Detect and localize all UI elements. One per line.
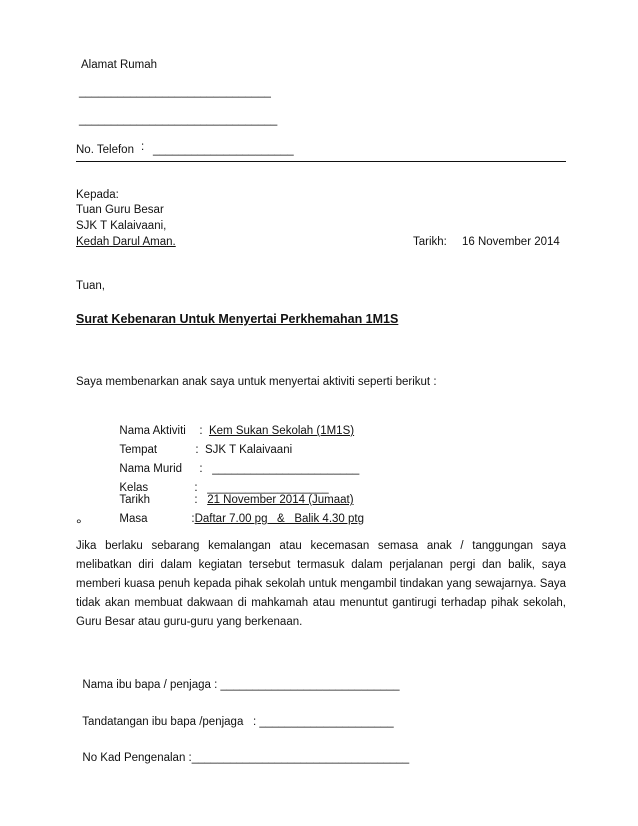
detail-value: 21 November 2014 (Jumaat) bbox=[207, 494, 354, 506]
letter-subject: Surat Kebenaran Untuk Menyertai Perkhemahan 1M1S bbox=[76, 312, 399, 326]
detail-sep: : bbox=[191, 513, 195, 525]
telefon-label: No. Telefon bbox=[76, 144, 134, 156]
kepada-label: Kepada: bbox=[76, 189, 119, 201]
signature-label: Tandatangan ibu bapa /penjaga bbox=[82, 716, 244, 728]
address-blank-line-1[interactable]: ______________________________ bbox=[79, 86, 271, 98]
consent-paragraph: Jika berlaku sebarang kemalangan atau kecemasan semasa anak / tanggungan saya melibatkan diri dalam kegiatan tersebut termasuk dalam perjalanan pergi dan balik, saya memberi kuasa penuh kepada pihak sekolah untuk mengambil tindakan yang sewajarnya. Saya tidak akan membuat dakwaan di mahkamah atau menuntut gantirugi terhadap pihak sekolah, Guru Besar atau guru-guru yang berkenaan. bbox=[76, 540, 566, 628]
parent-name-blank[interactable]: ____________________________ bbox=[220, 679, 400, 691]
ic-label: No Kad Pengenalan : bbox=[82, 752, 192, 764]
detail-sep: : bbox=[194, 494, 198, 506]
detail-label: Nama Murid bbox=[119, 463, 183, 475]
detail-row-time bbox=[113, 497, 364, 527]
bullet-mark: ° bbox=[76, 516, 82, 532]
detail-sep: : bbox=[199, 425, 203, 437]
ic-field bbox=[76, 736, 409, 766]
recipient-line-3: Kedah Darul Aman. bbox=[76, 236, 176, 248]
intro-text: Saya membenarkan anak saya untuk menyertai aktiviti seperti berikut : bbox=[76, 376, 437, 388]
address-label: Alamat Rumah bbox=[81, 59, 158, 71]
ic-blank[interactable]: __________________________________ bbox=[191, 752, 410, 764]
telefon-blank[interactable]: ______________________ bbox=[153, 144, 294, 156]
detail-label: Tarikh bbox=[119, 494, 151, 506]
salutation: Tuan, bbox=[76, 280, 105, 292]
signature-blank[interactable]: _____________________ bbox=[259, 716, 394, 728]
date-label: Tarikh: bbox=[413, 236, 447, 248]
parent-name-field bbox=[76, 663, 400, 693]
detail-value: Kem Sukan Sekolah (1M1S) bbox=[208, 425, 355, 437]
parent-name-label: Nama ibu bapa / penjaga : bbox=[82, 679, 218, 691]
detail-label: Tempat bbox=[119, 444, 158, 456]
detail-value[interactable]: _______________________ bbox=[212, 463, 360, 475]
detail-value: SJK T Kalaivaani bbox=[204, 444, 293, 456]
detail-value: Daftar 7.00 pg & Balik 4.30 ptg bbox=[194, 513, 364, 525]
date-value: 16 November 2014 bbox=[462, 236, 560, 248]
detail-sep: : bbox=[195, 444, 199, 456]
signature-field bbox=[76, 700, 394, 730]
recipient-line-2: SJK T Kalaivaani, bbox=[76, 220, 167, 232]
detail-sep: : bbox=[194, 482, 198, 494]
signature-sep: : bbox=[252, 716, 257, 728]
detail-label: Masa bbox=[119, 513, 148, 525]
recipient-line-1: Tuan Guru Besar bbox=[76, 204, 164, 216]
detail-label: Nama Aktiviti bbox=[119, 425, 186, 437]
telefon-colon: : bbox=[141, 141, 145, 153]
address-blank-line-2[interactable]: _______________________________ bbox=[79, 114, 278, 126]
detail-label: Kelas bbox=[119, 482, 149, 494]
header-divider bbox=[76, 161, 566, 162]
detail-value[interactable]: ___________________ bbox=[207, 482, 329, 494]
detail-sep: : bbox=[199, 463, 203, 475]
